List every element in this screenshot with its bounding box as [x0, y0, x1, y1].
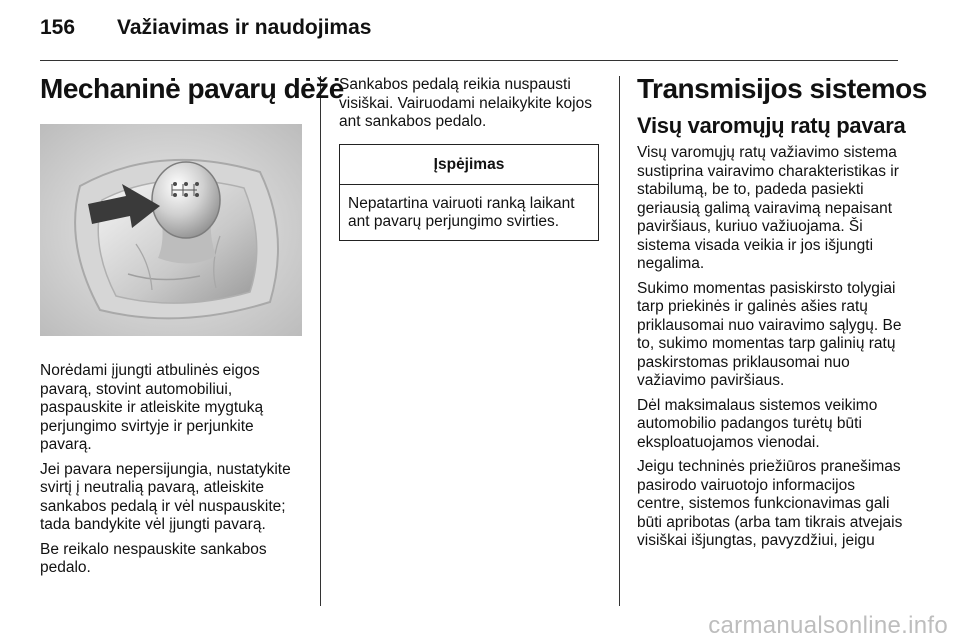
warning-title: Įspėjimas — [340, 145, 598, 185]
column-clutch — [339, 76, 601, 241]
warning-body: Nepatartina vairuoti ranką laikant ant pavarų perjungimo svirties. — [348, 194, 575, 230]
paragraph: Norėdami įjungti atbulinės eigos pavarą, stovint automobiliui, paspauskite ir atleiskite mygtuką perjungimo svirtyje ir perjunkite pavarą. — [40, 362, 264, 453]
heading-manual-gearbox: Mechaninė pavarų dėžė — [40, 73, 344, 104]
watermark: carmanualsonline.info — [708, 612, 948, 639]
column-manual-gearbox — [40, 72, 344, 584]
gear-shift-knob-illustration — [40, 124, 302, 336]
column-divider-right — [619, 76, 620, 606]
paragraph: Visų varomųjų ratų važiavimo sistema sustiprina vairavimo charakteristikas ir stabilumą, be to, padeda pasiekti geriausią galimą vairavimą nepaisant paviršiaus, kuriuo važiuojama. Ši sistema visada veikia ir jos išjungti negalima. — [637, 144, 899, 272]
section-title: Važiavimas ir naudojimas — [117, 16, 372, 39]
heading-transmission-systems: Transmisijos sistemos — [637, 73, 927, 104]
paragraph: Sankabos pedalą reikia nuspausti visiškai. Vairuodami nelaikykite kojos ant sankabos pedalo. — [339, 76, 592, 130]
paragraph: Jei pavara nepersijungia, nustatykite svirtį į neutralią pavarą, atleiskite sankabos pedalą ir vėl nuspauskite; tada bandykite vėl įjungti pavarą. — [40, 460, 291, 533]
paragraph: Jeigu techninės priežiūros pranešimas pasirodo vairuotojo informacijos centre, sistemos funkcionavimas gali būti apribotas (arba tam tikrais atvejais visiškai išjungtas, pavyzdžiui, jeigu — [637, 458, 903, 549]
header-rule — [40, 60, 898, 61]
page-number: 156 — [40, 16, 76, 39]
paragraph: Sukimo momentas pasiskirsto tolygiai tarp priekinės ir galinės ašies ratų priklausomai nuo vairavimo sąlygų. Be to, sukimo momentas tarp galinių ratų paskirstomas priklausomai nuo važiavimo paviršiaus. — [637, 279, 902, 389]
column-transmission — [637, 72, 927, 557]
gear-shift-figure — [40, 124, 302, 336]
subheading-all-wheel-drive: Visų varomųjų ratų pavara — [637, 113, 906, 138]
paragraph: Dėl maksimalaus sistemos veikimo automobilio padangos turėtų būti eksploatuojamos vienodai. — [637, 396, 878, 451]
warning-box — [339, 144, 599, 241]
column-divider-left — [320, 76, 321, 606]
paragraph: Be reikalo nespauskite sankabos pedalo. — [40, 540, 267, 576]
